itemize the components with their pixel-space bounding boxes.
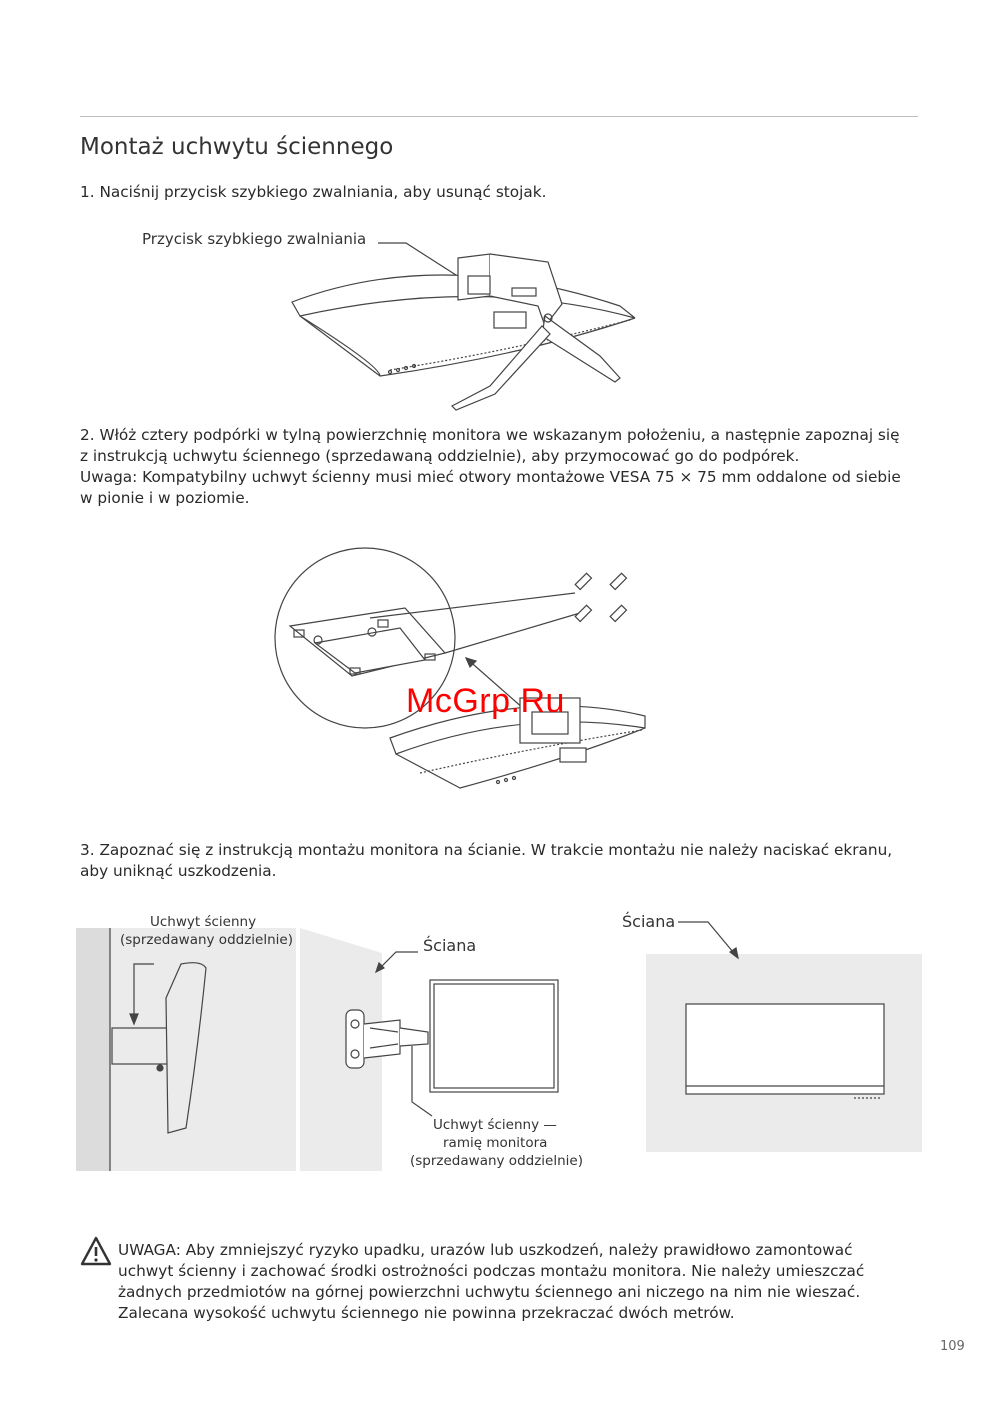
wall-mount-front-view (640, 910, 925, 1155)
arm-label-line-3: (sprzedawany oddzielnie) (410, 1153, 583, 1169)
page-title: Montaż uchwytu ściennego (80, 134, 394, 160)
step-1-text: 1. Naciśnij przycisk szybkiego zwalniania, aby usunąć stojak. (80, 183, 547, 201)
step-3-text (80, 840, 925, 882)
side-view-label-line-2: (sprzedawany oddzielnie) (120, 932, 293, 948)
page-number: 109 (940, 1339, 965, 1354)
arm-label-line-2: ramię monitora (443, 1135, 548, 1151)
wall-mount-side-view (76, 928, 296, 1173)
warning-line-2: uchwyt ścienny i zachować środki ostrożności podczas montażu monitora. Nie należy umieszczać (118, 1262, 865, 1280)
side-view-label-line-1: Uchwyt ścienny (150, 914, 257, 930)
vesa-standoff-illustration (270, 548, 650, 798)
header-rule (80, 116, 918, 117)
step-3-line-2: aby uniknąć uszkodzenia. (80, 862, 277, 880)
step-2-line-1: 2. Włóż cztery podpórki w tylną powierzchnię monitora we wskazanym położeniu, a następnie zapoznaj się (80, 426, 900, 444)
warning-icon (80, 1236, 112, 1266)
quick-release-callout: Przycisk szybkiego zwalniania (142, 230, 367, 248)
warning-line-4: Zalecana wysokość uchwytu ściennego nie powinna przekraczać dwóch metrów. (118, 1304, 735, 1322)
arm-label-line-1: Uchwyt ścienny — (433, 1117, 557, 1133)
watermark: McGrp.Ru (406, 682, 565, 720)
step-2-text (80, 425, 925, 509)
step-2-note-line-1: Uwaga: Kompatybilny uchwyt ścienny musi mieć otwory montażowe VESA 75 × 75 mm oddalone od siebie (80, 468, 901, 486)
warning-line-1: UWAGA: Aby zmniejszyć ryzyko upadku, urazów lub uszkodzeń, należy prawidłowo zamontować (118, 1241, 853, 1259)
stand-removal-illustration (280, 236, 640, 416)
step-3-line-1: 3. Zapoznać się z instrukcją montażu monitora na ścianie. W trakcie montażu nie należy naciskać ekranu, (80, 841, 893, 859)
warning-text (118, 1240, 918, 1324)
warning-line-3: żadnych przedmiotów na górnej powierzchni uchwytu ściennego ani niczego na nim nie wieszać. (118, 1283, 861, 1301)
arm-view-wall-label: Ściana (423, 936, 477, 955)
step-2-note-line-2: w pionie i w poziomie. (80, 489, 250, 507)
step-2-line-2: z instrukcją uchwytu ściennego (sprzedawaną oddzielnie), aby przymocować go do podpórek. (80, 447, 800, 465)
front-view-wall-label: Ściana (622, 912, 676, 931)
